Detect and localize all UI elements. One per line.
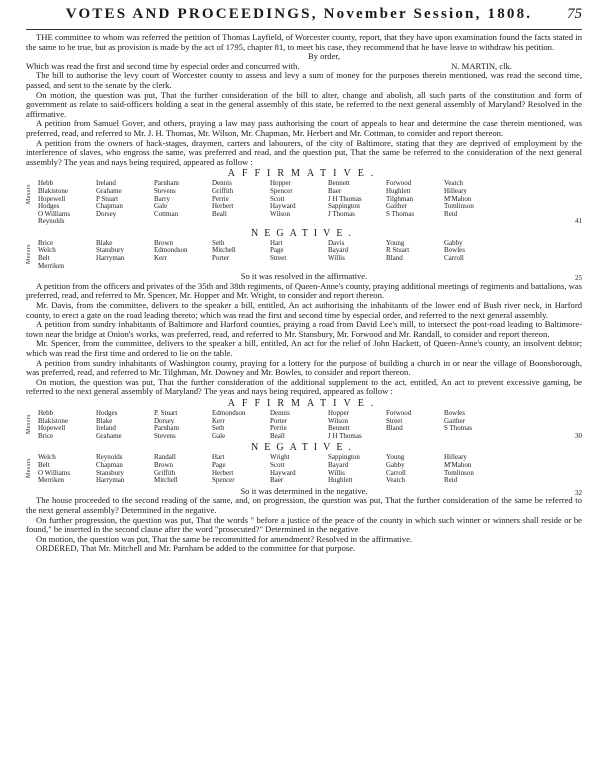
member-name: Herbert	[212, 468, 234, 477]
name-column	[328, 240, 386, 270]
member-name: Sappington	[328, 202, 360, 211]
messrs-label: Messrs	[26, 458, 32, 479]
member-name: Hopewell	[38, 424, 66, 433]
vote-result	[26, 272, 582, 282]
member-name: Harryman	[96, 476, 125, 485]
name-column	[38, 180, 96, 226]
paragraph: On motion, the question was put, That the same be recommitted for amendment? Resolved in the affirmative.	[36, 533, 413, 544]
name-column	[212, 454, 270, 484]
member-name: Forwood	[386, 408, 412, 417]
member-name: Willis	[328, 254, 345, 263]
name-column	[270, 410, 328, 440]
member-name: Veatch	[386, 476, 406, 485]
member-name: Page	[270, 246, 284, 255]
member-name: Reynolds	[38, 217, 65, 226]
member-name: Randall	[154, 453, 176, 462]
member-name: Baer	[270, 476, 284, 485]
member-name: Harryman	[96, 254, 125, 263]
member-name: Hilleary	[444, 453, 467, 462]
member-name: Parnham	[154, 424, 179, 433]
member-name: Bayard	[328, 246, 349, 255]
member-name: Gabby	[444, 238, 463, 247]
member-name: Griffith	[212, 186, 234, 195]
member-name: J Thomas	[328, 209, 355, 218]
name-column	[96, 240, 154, 270]
member-name: Reid	[444, 476, 458, 485]
member-name: Reynolds	[96, 453, 123, 462]
member-name: Edmondson	[212, 408, 246, 417]
negative-heading: NEGATIVE.	[251, 227, 357, 239]
name-column	[38, 410, 96, 440]
member-name: Sappington	[328, 453, 360, 462]
member-name: Dorsey	[96, 209, 117, 218]
member-name: Gale	[154, 202, 168, 211]
member-name: Bowles	[444, 408, 465, 417]
member-name: Spencer	[212, 476, 235, 485]
member-name: Perrie	[270, 424, 287, 433]
member-name: Hayward	[270, 202, 296, 211]
paragraph: On motion, the question was put, That the further consideration of the additional supplement to the act, entitled, An act to prevent excessive gaming, be referred to the next general assembly of Maryland? The yeas and nays being required, appeared as follow :	[26, 376, 582, 397]
member-name: Young	[386, 238, 405, 247]
member-name: P. Stuart	[154, 408, 178, 417]
paragraph: A petition from sundry inhabitants of Baltimore and Harford counties, praying a road from David Lee's mill, to intersect the post-road leading to Baltimore-town near the bridge at Onion's works, was preferred, read, and referred to Mr. Stansbury, Mr. Forwood and Mr. Randall, to consider and report thereon.	[26, 319, 582, 339]
document-page	[26, 6, 582, 554]
member-name: Porter	[212, 254, 230, 263]
paragraph: The house proceeded to the second reading of the same, and, on progression, the question was put, That the further consideration of the same be referred to the next general assembly? Determined in the negative.	[26, 495, 582, 515]
vote-result	[26, 487, 582, 497]
member-name: Blakistone	[38, 416, 68, 425]
member-name: Mitchell	[212, 246, 236, 255]
messrs-label: Messrs	[26, 243, 32, 264]
negative-names	[26, 240, 582, 270]
name-column	[444, 454, 502, 484]
member-name: Stansbury	[96, 468, 124, 477]
member-name: Grahame	[96, 431, 122, 440]
paragraph: A petition from the owners of hack-stages, draymen, carters and labourers, of the city of Baltimore, stating that they are deprived of employment by the interference of slaves, who engross the same, was preferred and read, and the question put, That the same be referred to the consideration of the next general assembly? The yeas and nays being required, appeared as follow :	[26, 137, 582, 167]
member-name: Tomlinson	[444, 202, 474, 211]
result-text: So it was determined in the negative.	[240, 485, 368, 496]
member-name: Brice	[38, 431, 54, 440]
name-column	[444, 180, 502, 226]
negative-heading: NEGATIVE.	[251, 442, 357, 454]
member-name: Reid	[444, 209, 458, 218]
member-name: Mitchell	[154, 476, 178, 485]
name-column	[270, 180, 328, 226]
member-name: Welch	[38, 453, 56, 462]
member-name: Hughlett	[386, 186, 411, 195]
member-name: Belt	[38, 460, 50, 469]
paragraph: THE committee to whom was referred the petition of Thomas Layfield, of Worcester county, report, that they have upon examination found the facts stated in the same to be true, but as provision is made by the act of 1795, chapter 81, to meet his case, they recommend that he have leave to withdraw his petition.	[26, 32, 582, 52]
member-name: P Stuart	[96, 194, 119, 203]
member-name: Porter	[270, 416, 288, 425]
member-name: R Stuart	[386, 246, 410, 255]
affirmative-names	[26, 410, 582, 440]
name-column	[154, 410, 212, 440]
member-name: Hebb	[38, 408, 54, 417]
name-column	[328, 180, 386, 226]
member-name: Dennis	[212, 179, 232, 188]
member-name: Edmondson	[154, 246, 188, 255]
member-name: Forwood	[386, 179, 412, 188]
member-name: Chapman	[96, 460, 123, 469]
member-name: O Williams	[38, 468, 71, 477]
messrs-label: Messrs	[26, 413, 32, 434]
member-name: Ireland	[96, 179, 116, 188]
name-column	[328, 454, 386, 484]
name-column	[212, 180, 270, 226]
member-name: Dennis	[270, 408, 290, 417]
paragraph: A petition from the officers and privates of the 35th and 38th regiments, of Queen-Anne's county, praying additional meetings of regiments and battalions, was preferred, read, and referred to Mr. Spencer, Mr. Hopper and Mr. Wright, to consider and report thereon.	[26, 280, 582, 301]
vote-count: 41	[575, 217, 582, 226]
header-rule	[26, 29, 582, 30]
member-name: Hayward	[270, 468, 296, 477]
member-name: Street	[270, 254, 287, 263]
member-name: Brice	[38, 238, 54, 247]
vote-count: 30	[575, 431, 582, 440]
member-name: Carroll	[386, 468, 406, 477]
member-name: Brown	[154, 460, 174, 469]
name-column	[444, 410, 502, 440]
affirmative-names	[26, 180, 582, 226]
member-name: Davis	[328, 238, 345, 247]
member-name: J H Thomas	[328, 431, 362, 440]
name-column	[154, 180, 212, 226]
name-column	[386, 454, 444, 484]
member-name: Blake	[96, 416, 113, 425]
member-name: Tomlinson	[444, 468, 474, 477]
member-name: Willis	[328, 468, 345, 477]
member-name: Spencer	[270, 186, 293, 195]
member-name: Beall	[212, 209, 227, 218]
member-name: Hebb	[38, 179, 54, 188]
name-column	[96, 180, 154, 226]
member-name: Welch	[38, 246, 56, 255]
member-name: Street	[386, 416, 403, 425]
member-name: Tilghman	[386, 194, 413, 203]
member-name: Beall	[270, 431, 285, 440]
page-number: 75	[567, 6, 582, 22]
name-column	[386, 410, 444, 440]
member-name: S Thomas	[444, 424, 473, 433]
member-name: Gale	[212, 431, 226, 440]
member-name: Brown	[154, 238, 174, 247]
member-name: Dorsey	[154, 416, 175, 425]
member-name: Hopewell	[38, 194, 66, 203]
name-column	[38, 240, 96, 270]
member-name: Wilson	[328, 416, 348, 425]
paragraph: ORDERED, That Mr. Mitchell and Mr. Parnham be added to the committee for that purpose.	[36, 543, 356, 554]
member-name: Herbert	[212, 202, 234, 211]
name-column	[212, 240, 270, 270]
result-text: So it was resolved in the affirmative.	[240, 271, 368, 282]
member-name: Hopper	[270, 179, 291, 188]
name-column	[154, 454, 212, 484]
member-name: Hopper	[328, 408, 349, 417]
member-name: Wright	[270, 453, 290, 462]
member-name: Parnham	[154, 179, 179, 188]
name-column	[270, 240, 328, 270]
member-name: Bayard	[328, 460, 349, 469]
member-name: Bland	[386, 254, 403, 263]
member-name: Griffith	[154, 468, 176, 477]
name-column	[154, 240, 212, 270]
clerk-signature: N. MARTIN, clk.	[451, 60, 512, 71]
member-name: Gaither	[444, 416, 465, 425]
name-column	[38, 454, 96, 484]
member-name: Kerr	[212, 416, 225, 425]
member-name: Baer	[328, 186, 342, 195]
member-name: Young	[386, 453, 405, 462]
member-name: Veatch	[444, 179, 464, 188]
name-column	[328, 410, 386, 440]
vote-count: 32	[575, 488, 582, 497]
member-name: Hart	[212, 453, 225, 462]
member-name: Seth	[212, 238, 225, 247]
member-name: Hodges	[38, 202, 60, 211]
member-name: Seth	[212, 424, 225, 433]
name-column	[386, 180, 444, 226]
paragraph: Mr. Spencer, from the committee, delivers to the speaker a bill, entitled, An act for the relief of John Hackett, of Queen-Anne's county, an insolvent debtor; which was read the first time and ordered to lie on the table.	[26, 338, 582, 358]
member-name: Scott	[270, 194, 285, 203]
page-header	[26, 6, 582, 28]
paragraph: A petition from Samuel Gover, and others, praying a law may pass authorising the court of appeals to hear and determine the case therein mentioned, was preferred, read, and referred to Mr. J. H. Thomas, Mr. Wilson, Mr. Chapman, Mr. Herbert and Mr. Cottman, to consider and report thereon.	[26, 118, 582, 138]
member-name: Hodges	[96, 408, 118, 417]
paragraph: The bill to authorise the levy court of Worcester county to assess and levy a sum of money for the purposes therein mentioned, was read the second time, passed, and sent to the senate by the clerk.	[26, 70, 582, 90]
member-name: Perrie	[212, 194, 229, 203]
member-name: Hilleary	[444, 186, 467, 195]
member-name: Ireland	[96, 424, 116, 433]
member-name: Bennett	[328, 424, 350, 433]
paragraph: Which was read the first and second time by especial order and concurred with.	[26, 60, 300, 71]
member-name: O Williams	[38, 209, 71, 218]
paragraph: On further progression, the question was put, That the words " before a justice of the peace of the county in which such winner or winners shall reside or be found," be inserted in the second clause after the word "prosecuted?" Determined in the negative	[26, 514, 582, 535]
paragraph: A petition from sundry inhabitants of Washington county, praying for a lottery for the purpose of building a church in or near the village of Boonsborough, was preferred, read, and referred to Mr. Tilghman, Mr. Downey and Mr. Bowles, to consider and report thereon.	[26, 357, 582, 378]
name-column	[444, 240, 502, 270]
member-name: Chapman	[96, 202, 123, 211]
member-name: Scott	[270, 460, 285, 469]
page-title: VOTES AND PROCEEDINGS, November Session, 1808.	[65, 6, 533, 22]
member-name: Belt	[38, 254, 50, 263]
member-name: J H Thomas	[328, 194, 362, 203]
paragraph: Mr. Davis, from the committee, delivers to the speaker a bill, entitled, An act authorising the inhabitants of the lower end of Bush river neck, in Harford county, to erect a gate on the road leading thereto; which was read the first and second time by especial order, and referred to the next general assembly.	[26, 300, 582, 320]
member-name: Kerr	[154, 254, 167, 263]
name-column	[270, 454, 328, 484]
vote-count: 25	[575, 274, 582, 283]
member-name: Grahame	[96, 186, 122, 195]
member-name: Blakistone	[38, 186, 68, 195]
member-name: Merriken	[38, 261, 65, 270]
member-name: Hart	[270, 238, 283, 247]
member-name: Page	[212, 460, 226, 469]
member-name: Barry	[154, 194, 170, 203]
member-name: Bowles	[444, 246, 465, 255]
affirmative-heading: AFFIRMATIVE.	[227, 168, 381, 180]
member-name: Gabby	[386, 460, 405, 469]
member-name: S Thomas	[386, 209, 415, 218]
by-order: By order,	[307, 51, 341, 62]
member-name: Carroll	[444, 254, 464, 263]
member-name: Wilson	[270, 209, 290, 218]
member-name: M'Mahon	[444, 460, 472, 469]
name-column	[96, 454, 154, 484]
name-column	[386, 240, 444, 270]
member-name: Stansbury	[96, 246, 124, 255]
member-name: Blake	[96, 238, 113, 247]
member-name: Gaither	[386, 202, 407, 211]
member-name: Merriken	[38, 476, 65, 485]
name-column	[212, 410, 270, 440]
paragraph: On motion, the question was put, That the further consideration of the bill to alter, change and abolish, all such parts of the constitution and form of government as relate to said-officers holding a seat in the general assembly of this state, be referred to the next general assembly of Maryland? Resolved in the affirmative.	[26, 89, 582, 119]
messrs-label: Messrs	[26, 184, 32, 205]
member-name: Hughlett	[328, 476, 353, 485]
member-name: Stevens	[154, 186, 176, 195]
affirmative-heading: AFFIRMATIVE.	[227, 397, 381, 409]
member-name: Stevens	[154, 431, 176, 440]
member-name: M'Mahon	[444, 194, 472, 203]
negative-names	[26, 454, 582, 484]
member-name: Bland	[386, 424, 403, 433]
name-column	[96, 410, 154, 440]
member-name: Cottman	[154, 209, 179, 218]
member-name: Bennett	[328, 179, 350, 188]
